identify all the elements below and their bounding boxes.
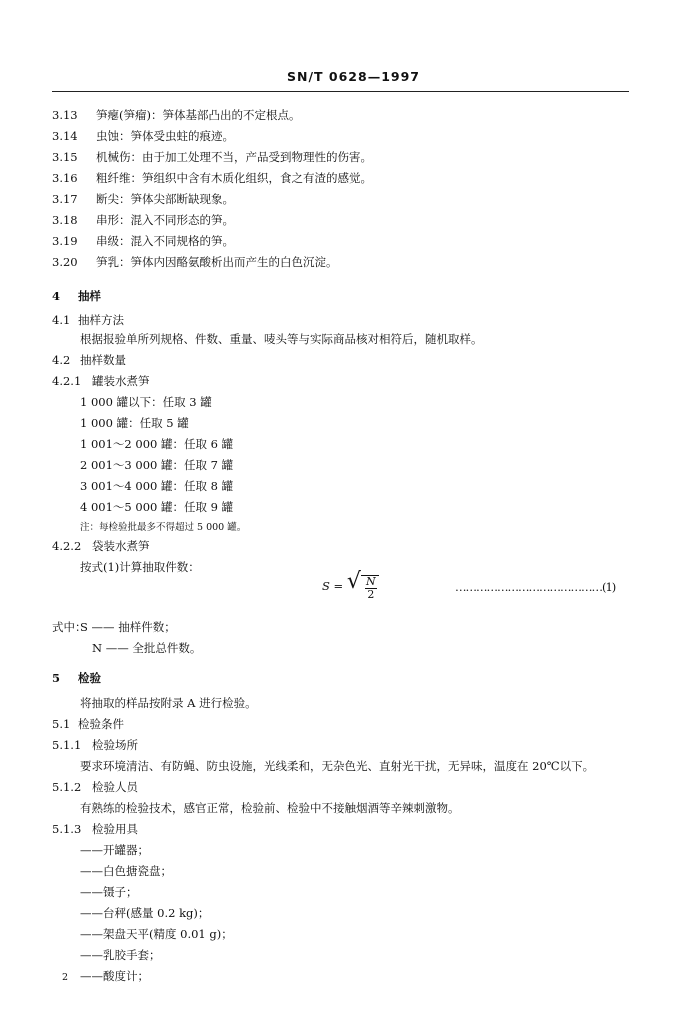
clause-number: 5.1.2 [52, 780, 82, 794]
clause-text: 检验条件 [78, 717, 124, 731]
clause-text: 串级：混入不同规格的笋。 [96, 234, 234, 248]
clause-number: 式中： [52, 620, 87, 634]
document-line [52, 539, 150, 553]
clause-text: 根据报验单所列规格、件数、重量、唛头等与实际商品核对相符后，随机取样。 [80, 332, 483, 346]
clause-text: ——乳胶手套； [80, 948, 161, 962]
document-line [52, 717, 124, 731]
document-line [52, 234, 234, 248]
clause-text: ——开罐器； [80, 843, 149, 857]
page-number: 2 [62, 972, 69, 983]
clause-text: 检验 [78, 671, 101, 685]
clause-text: 1 001～2 000 罐：任取 6 罐 [80, 437, 234, 451]
document-line [52, 129, 234, 143]
clause-number: 3.19 [52, 234, 78, 248]
clause-number: 5.1.1 [52, 738, 82, 752]
document-line [52, 150, 372, 164]
document-line [52, 620, 176, 634]
clause-text: 串形：混入不同形态的笋。 [96, 213, 234, 227]
document-line [52, 780, 138, 794]
clause-text: 注：每检验批最多不得超过 5 000 罐。 [80, 522, 247, 533]
clause-text: 抽样 [78, 289, 101, 303]
clause-text: S —— 抽样件数； [80, 620, 176, 634]
clause-text: 袋装水煮笋 [92, 539, 150, 553]
clause-text: 检验人员 [92, 780, 138, 794]
clause-text: 断尖：笋体尖部断缺现象。 [96, 192, 234, 206]
formula-fraction [365, 576, 377, 601]
document-line [52, 255, 338, 269]
clause-text: 检验场所 [92, 738, 138, 752]
clause-number: 5.1.3 [52, 822, 82, 836]
clause-text: ——白色搪瓷盘； [80, 864, 172, 878]
clause-text: 3 001～4 000 罐：任取 8 罐 [80, 479, 234, 493]
formula-number: ……………………………………(1) [455, 580, 616, 594]
clause-number: 3.16 [52, 171, 78, 185]
formula-denominator: 2 [367, 588, 375, 601]
clause-number: 3.15 [52, 150, 78, 164]
clause-text: ——架盘天平(精度 0.01 g)； [80, 927, 233, 941]
clause-number: 3.20 [52, 255, 78, 269]
section-heading [52, 671, 101, 685]
clause-number: 4.2.2 [52, 539, 82, 553]
clause-number: 4.2 [52, 353, 71, 367]
document-line [52, 313, 124, 327]
clause-text: 按式(1)计算抽取件数： [80, 560, 200, 574]
header-rule [52, 91, 629, 92]
document-line [52, 213, 234, 227]
clause-number: 4.2.1 [52, 374, 82, 388]
clause-text: 将抽取的样品按附录 A 进行检验。 [80, 696, 257, 710]
clause-number: 5 [52, 671, 61, 685]
document-line [52, 108, 301, 122]
clause-text: 机械伤：由于加工处理不当，产品受到物理性的伤害。 [96, 150, 372, 164]
clause-text: 粗纤维：笋组织中含有木质化组织，食之有渣的感觉。 [96, 171, 372, 185]
clause-text: 1 000 罐：任取 5 罐 [80, 416, 189, 430]
clause-text: ——镊子； [80, 885, 138, 899]
formula-numerator: N [366, 575, 376, 588]
document-line [52, 353, 126, 367]
document-line [52, 374, 150, 388]
section-heading [52, 289, 101, 303]
clause-text: N —— 全批总件数。 [92, 641, 202, 655]
clause-text: 有熟练的检验技术，感官正常，检验前、检验中不接触烟酒等辛辣刺激物。 [80, 801, 460, 815]
clause-text: ——台秤(感量 0.2 kg)； [80, 906, 210, 920]
sqrt-symbol: √ $\frac{N}{2}$ [347, 571, 379, 601]
clause-number: 3.13 [52, 108, 78, 122]
clause-text: 1 000 罐以下：任取 3 罐 [80, 395, 212, 409]
clause-number: 5.1 [52, 717, 71, 731]
clause-text: 笋乳：笋体内因酪氨酸析出而产生的白色沉淀。 [96, 255, 338, 269]
clause-text: 抽样数量 [80, 353, 126, 367]
document-line [52, 192, 234, 206]
document-line [52, 171, 372, 185]
formula [322, 571, 379, 601]
clause-text: ——酸度计； [80, 969, 149, 983]
clause-text: 要求环境清洁、有防蝇、防虫设施，光线柔和，无杂色光、直射光干扰，无异味，温度在 20℃以下。 [80, 759, 595, 773]
clause-number: 4.1 [52, 313, 71, 327]
clause-text: 虫蚀：笋体受虫蛀的痕迹。 [96, 129, 234, 143]
clause-number: 3.18 [52, 213, 78, 227]
clause-text: 抽样方法 [78, 313, 124, 327]
clause-text: 4 001～5 000 罐：任取 9 罐 [80, 500, 234, 514]
clause-number: 3.17 [52, 192, 78, 206]
clause-number: 4 [52, 289, 61, 303]
clause-number: 3.14 [52, 129, 78, 143]
document-line [52, 738, 138, 752]
standard-number-header: SN/T 0628—1997 [287, 69, 420, 84]
clause-text: 罐装水煮笋 [92, 374, 150, 388]
clause-text: 笋瘪(笋瘤)：笋体基部凸出的不定根点。 [96, 108, 301, 122]
clause-text: 2 001～3 000 罐：任取 7 罐 [80, 458, 234, 472]
document-line [52, 822, 138, 836]
clause-text: 检验用具 [92, 822, 138, 836]
formula-lhs: S = [322, 579, 344, 593]
